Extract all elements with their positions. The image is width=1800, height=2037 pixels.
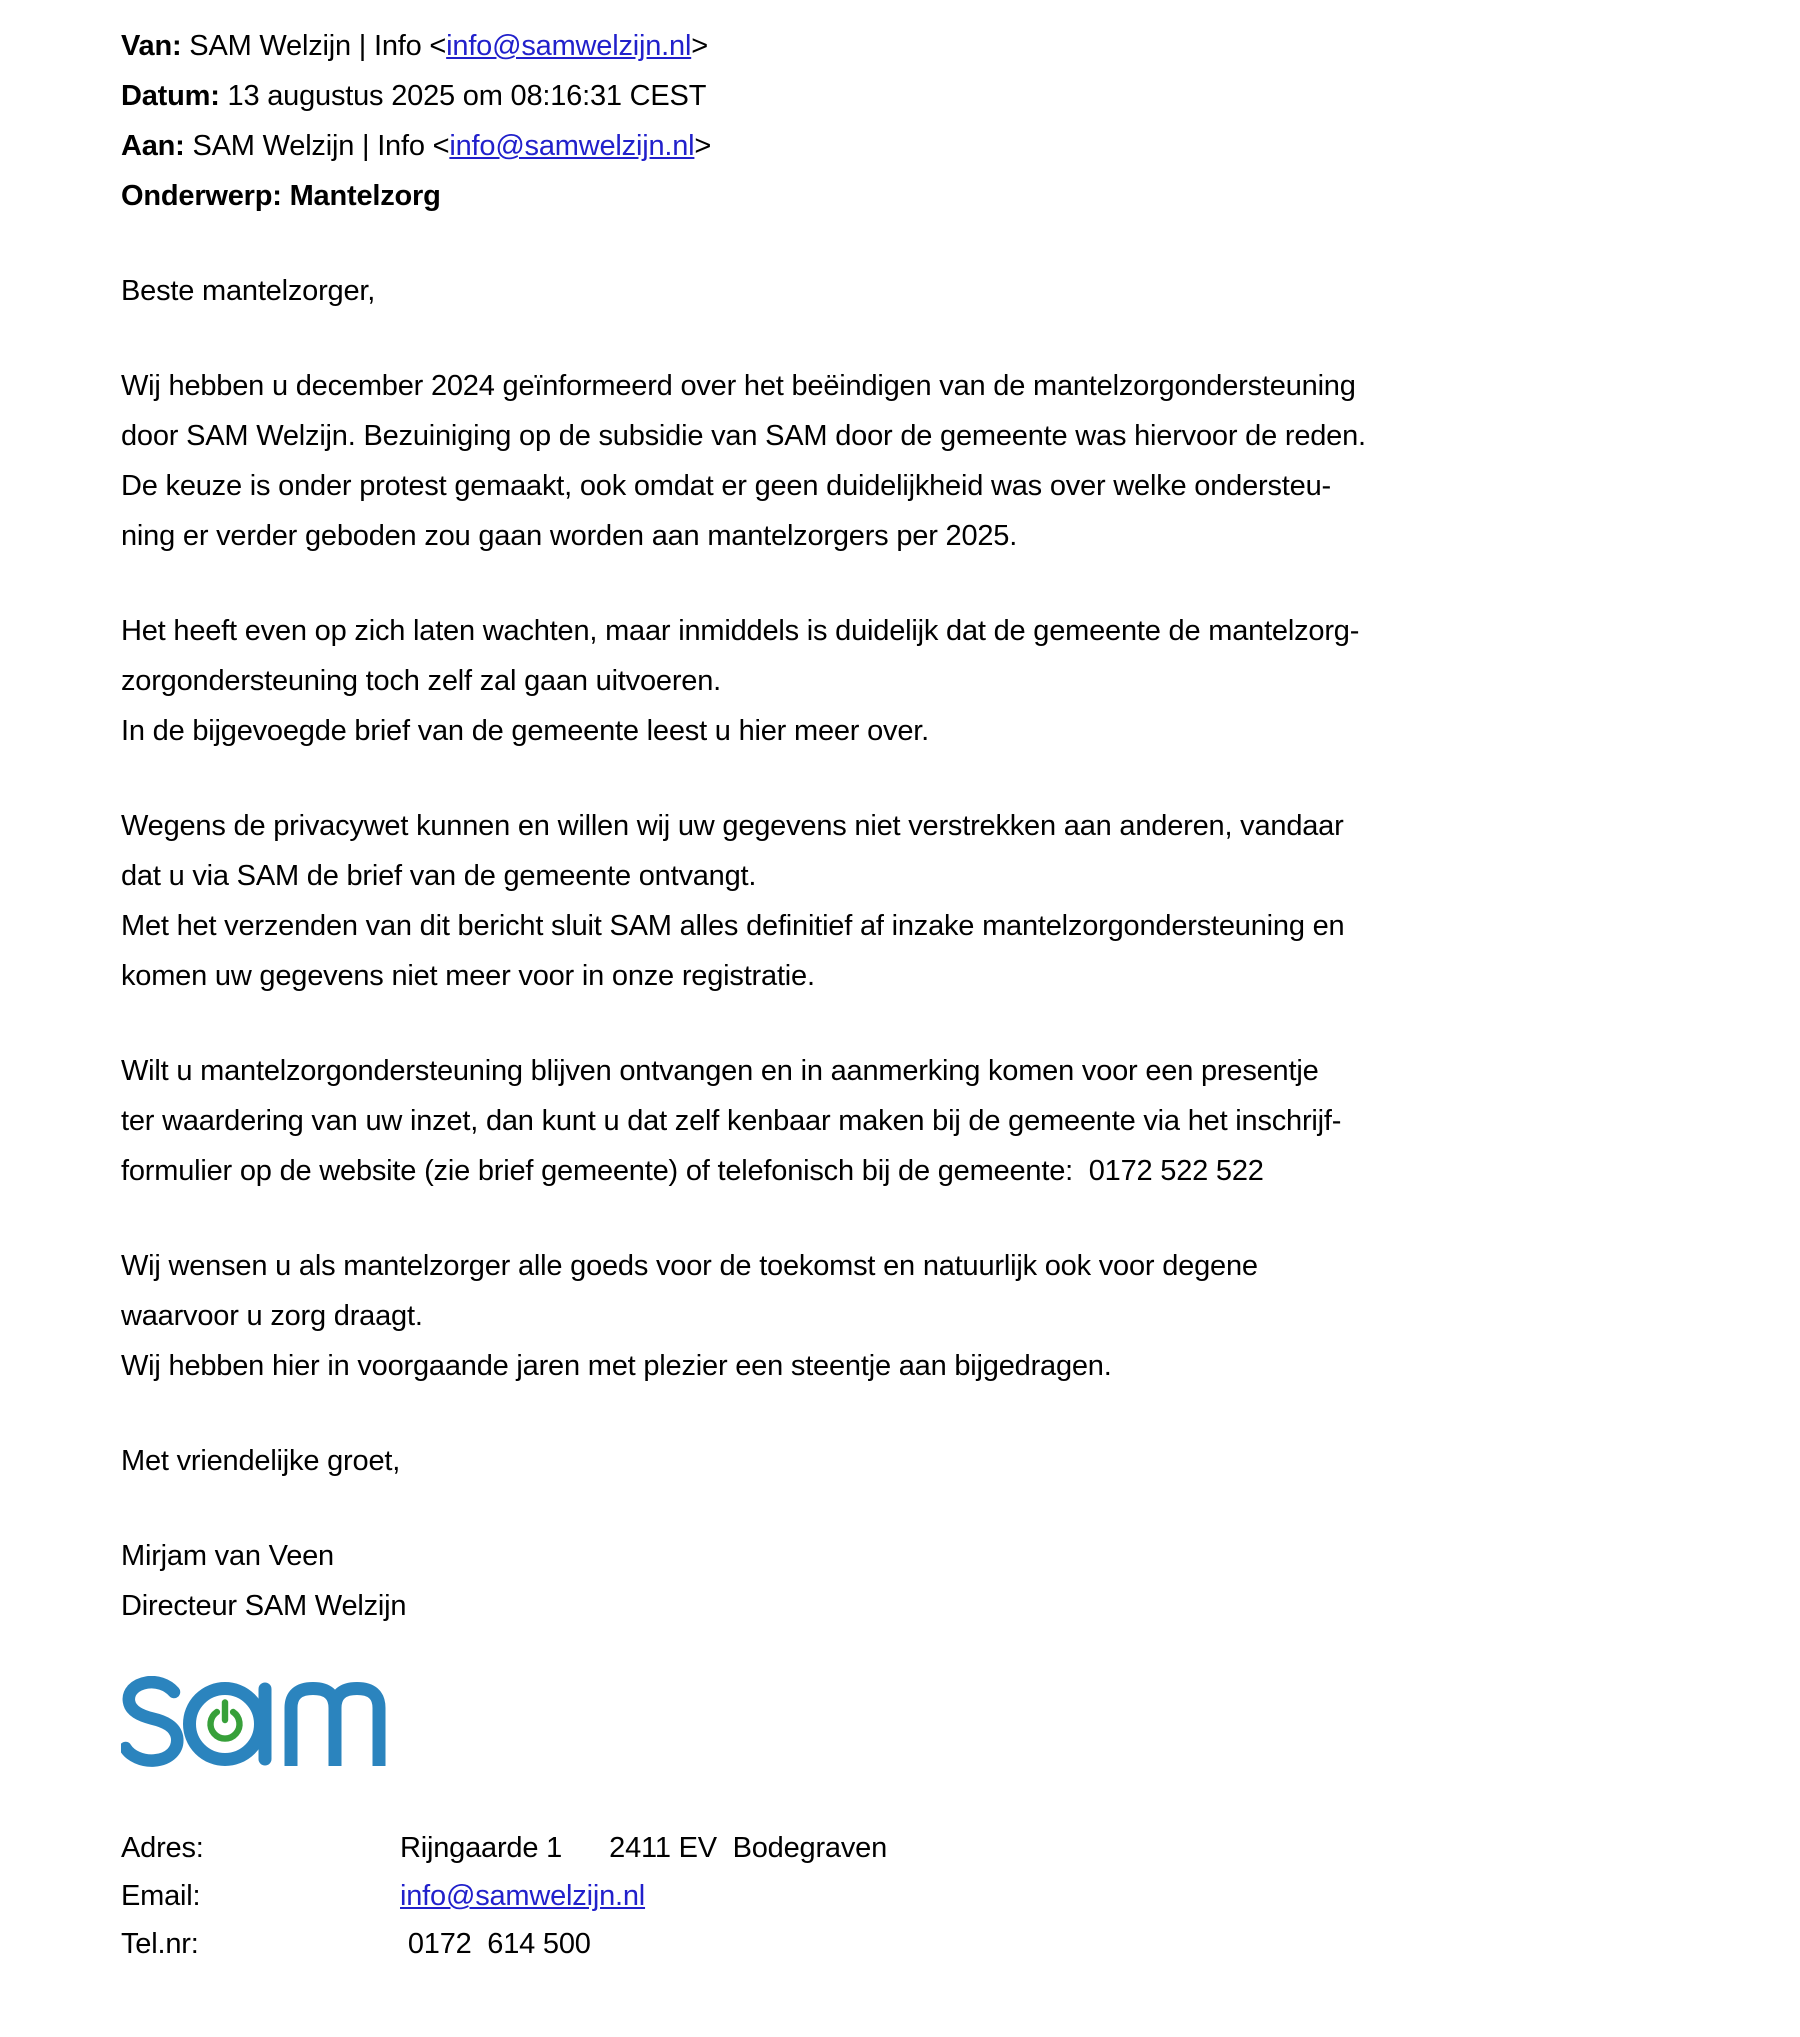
meta-van-email-link[interactable]: info@samwelzijn.nl	[446, 30, 692, 62]
logo-letter-s	[126, 1682, 178, 1760]
meta-aan-line	[121, 121, 1700, 171]
paragraph-4: Wilt u mantelzorgondersteuning blijven ontvangen en in aanmerking komen voor een presentje ter waardering van uw inzet, dan kunt u dat zelf kenbaar maken bij de gemeente via het inschrijf- formulier op de website (zie brief gemeente) of telefonisch bij de gemeente: 0172 522 522	[121, 1055, 1342, 1187]
telnr-label: Tel.nr:	[121, 1928, 199, 1960]
signature-title: Directeur SAM Welzijn	[121, 1590, 407, 1622]
meta-aan-prefix: SAM Welzijn | Info <	[184, 130, 450, 162]
greeting: Beste mantelzorger,	[121, 275, 376, 307]
meta-onderwerp-line: Onderwerp: Mantelzorg	[121, 180, 441, 212]
sam-logo	[121, 1676, 1700, 1772]
footer-row-telnr	[121, 1920, 1700, 1968]
paragraph-5: Wij wensen u als mantelzorger alle goeds voor de toekomst en natuurlijk ook voor degene waarvoor u zorg draagt. Wij hebben hier in voorgaande jaren met plezier een steentje aan bijgedragen.	[121, 1250, 1258, 1382]
meta-van-suffix: >	[691, 30, 708, 62]
meta-van-prefix: SAM Welzijn | Info <	[181, 30, 447, 62]
meta-aan-suffix: >	[694, 130, 712, 162]
meta-van-line	[121, 21, 1700, 71]
meta-datum-value: 13 augustus 2025 om 08:16:31 CEST	[219, 80, 707, 112]
meta-aan-label: Aan:	[121, 130, 185, 162]
meta-datum-line	[121, 71, 1700, 121]
email-header	[121, 21, 1700, 221]
signature-name: Mirjam van Veen	[121, 1540, 334, 1572]
contact-footer	[121, 1824, 1700, 1968]
logo-letter-a-bowl	[190, 1689, 261, 1760]
meta-datum-label: Datum:	[121, 80, 220, 112]
email-label: Email:	[121, 1880, 201, 1912]
closing: Met vriendelijke groet,	[121, 1445, 401, 1477]
meta-aan-email-link[interactable]: info@samwelzijn.nl	[449, 130, 695, 162]
sam-logo-svg	[121, 1676, 393, 1772]
adres-value: Rijngaarde 1 2411 EV Bodegraven	[400, 1832, 888, 1864]
logo-letter-m	[291, 1689, 379, 1767]
footer-row-adres	[121, 1824, 1700, 1872]
signature	[121, 1531, 1700, 1631]
paragraph-1: Wij hebben u december 2024 geïnformeerd over het beëindigen van de mantelzorgondersteuning door SAM Welzijn. Bezuiniging op de subsidie van SAM door de gemeente was hiervoor de reden. De keuze is onder protest gemaakt, ook omdat er geen duidelijkheid was over welke ondersteu- ning er verder geboden zou gaan worden aan mantelzorgers per 2025.	[121, 370, 1366, 552]
footer-row-email	[121, 1872, 1700, 1920]
footer-email-link[interactable]: info@samwelzijn.nl	[400, 1880, 646, 1912]
telnr-value: 0172 614 500	[400, 1928, 591, 1960]
power-icon	[211, 1703, 240, 1739]
adres-label: Adres:	[121, 1832, 204, 1864]
paragraph-2: Het heeft even op zich laten wachten, maar inmiddels is duidelijk dat de gemeente de mantelzorg- zorgondersteuning toch zelf zal gaan uitvoeren. In de bijgevoegde brief van de gemeente leest u hier meer over.	[121, 615, 1360, 747]
meta-van-label: Van:	[121, 30, 182, 62]
paragraph-3: Wegens de privacywet kunnen en willen wij uw gegevens niet verstrekken aan anderen, vandaar dat u via SAM de brief van de gemeente ontvangt. Met het verzenden van dit bericht sluit SAM alles definitief af inzake mantelzorgondersteuning en komen uw gegevens niet meer voor in onze registratie.	[121, 810, 1345, 992]
